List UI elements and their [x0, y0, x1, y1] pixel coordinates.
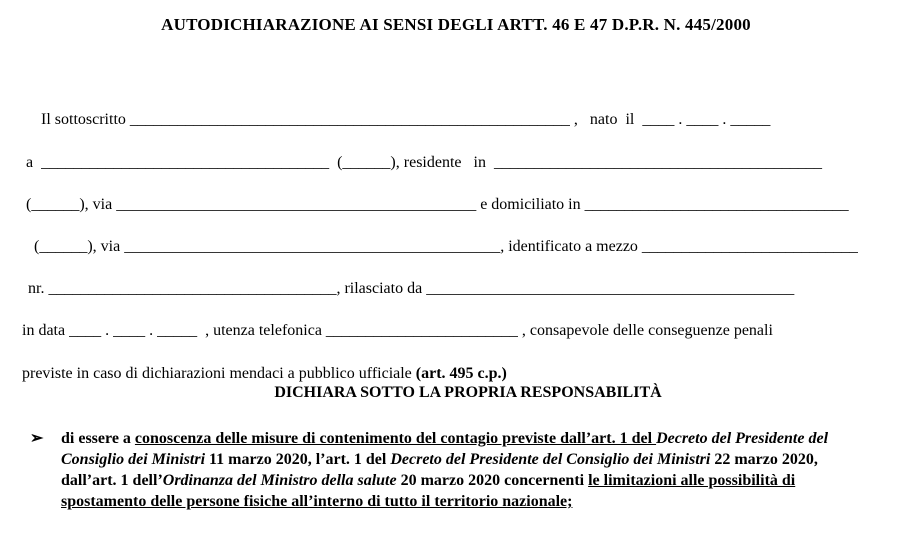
decl-dpcm-2: Decreto del Presidente del Consiglio dei Ministri	[390, 451, 711, 468]
label-nato-il[interactable]: , nato il ____ . ____ . _____	[569, 111, 771, 128]
blank-name[interactable]: _______________________________________________________	[129, 111, 570, 128]
section-heading: DICHIARA SOTTO LA PROPRIA RESPONSABILITÀ	[274, 384, 662, 401]
text-birthplace-residence[interactable]: a ____________________________________ (______), residente in _________________________________________	[26, 154, 822, 171]
form-line-name[interactable]	[33, 90, 912, 130]
decl-part-4: 11 marzo 2020, l’art. 1 del	[205, 451, 391, 468]
form-line-identification[interactable]	[18, 217, 906, 257]
text-address-domicile[interactable]: (______), via _____________________________________________ e domiciliato in _________________________________	[26, 196, 849, 213]
document-title: AUTODICHIARAZIONE AI SENSI DEGLI ARTT. 46 E 47 D.P.R. N. 445/2000	[161, 15, 751, 34]
decl-part-2: conoscenza delle misure di contenimento del contagio previste dall’art. 1 del	[134, 430, 657, 447]
form-line-address[interactable]	[18, 175, 906, 215]
arrow-bullet-icon: ➢	[30, 430, 44, 447]
declaration-paragraph	[61, 428, 861, 512]
form-line-document[interactable]	[12, 259, 900, 299]
text-penalties: previste in caso di dichiarazioni mendaci a pubblico ufficiale	[22, 365, 416, 382]
form-line-penalties	[14, 344, 902, 384]
decl-part-8: 20 marzo 2020 concernenti	[396, 472, 589, 489]
text-identification[interactable]: (______), via _______________________________________________, identificato a mezzo ___________________________	[26, 238, 858, 255]
form-line-date-phone[interactable]	[14, 301, 902, 341]
form-line-birthplace[interactable]	[18, 133, 906, 173]
text-article-495: (art. 495 c.p.)	[415, 365, 507, 382]
decl-ordinanza: Ordinanza del Ministro della salute	[162, 472, 397, 489]
decl-part-1: di essere a	[61, 430, 135, 447]
decl-limitations: le limitazioni alle possibilità di spostamento delle persone fisiche all’interno di tutto il territorio nazionale;	[61, 472, 796, 510]
text-document-issued[interactable]: nr. ____________________________________, rilasciato da ______________________________________________	[20, 280, 795, 297]
decl-dpcm-1: Decreto del Presidente del Consiglio dei Ministri	[61, 430, 829, 468]
label-sottoscritto: Il sottoscritto	[41, 111, 126, 128]
decl-part-6: 22 marzo 2020, dall’art. 1 dell’	[61, 451, 818, 489]
text-date-phone[interactable]: in data ____ . ____ . _____ , utenza telefonica ________________________ , consapevole delle conseguenze penali	[22, 322, 773, 339]
